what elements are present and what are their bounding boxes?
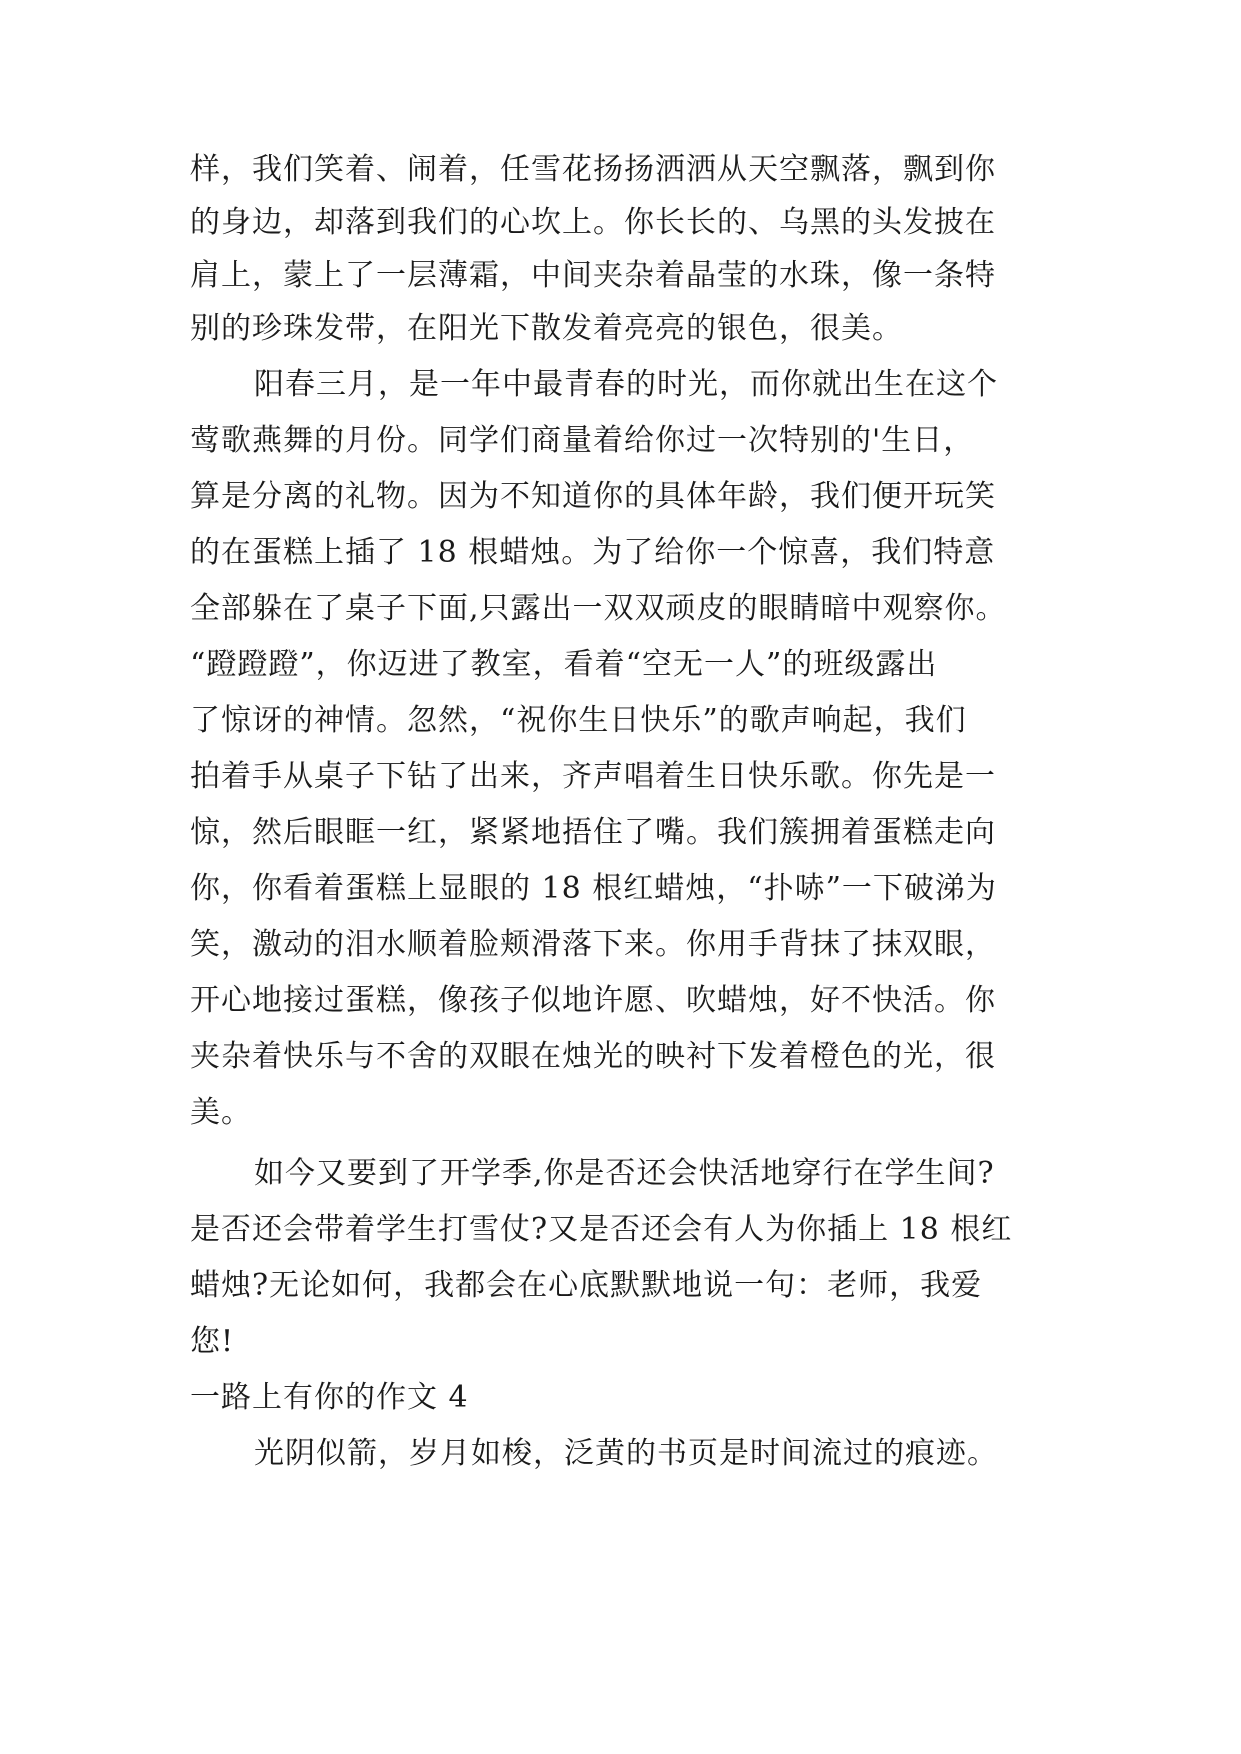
paragraph-line: “蹬蹬蹬”，你迈进了教室，看着“空无一人”的班级露出	[190, 647, 938, 682]
paragraph-line: 是否还会带着学生打雪仗?又是否还会有人为你插上 18 根红	[190, 1212, 1013, 1247]
paragraph-line: 惊，然后眼眶一红，紧紧地捂住了嘴。我们簇拥着蛋糕走向	[190, 815, 996, 850]
section-heading: 一路上有你的作文 4	[190, 1380, 469, 1415]
paragraph-line: 样，我们笑着、闹着，任雪花扬扬洒洒从天空飘落，飘到你	[190, 152, 996, 187]
paragraph-line: 的在蛋糕上插了 18 根蜡烛。为了给你一个惊喜，我们特意	[190, 535, 996, 570]
paragraph-line: 莺歌燕舞的月份。同学们商量着给你过一次特别的'生日，	[190, 423, 975, 458]
paragraph-line: 夹杂着快乐与不舍的双眼在烛光的映衬下发着橙色的光，很	[190, 1039, 996, 1074]
paragraph-line: 您!	[190, 1324, 235, 1359]
paragraph-line: 阳春三月，是一年中最青春的时光，而你就出生在这个	[254, 367, 998, 402]
paragraph-line: 开心地接过蛋糕，像孩子似地许愿、吹蜡烛，好不快活。你	[190, 983, 996, 1018]
paragraph-line: 的身边，却落到我们的心坎上。你长长的、乌黑的头发披在	[190, 205, 996, 240]
paragraph-line: 你，你看着蛋糕上显眼的 18 根红蜡烛，“扑哧”一下破涕为	[190, 871, 997, 906]
paragraph-line: 别的珍珠发带，在阳光下散发着亮亮的银色，很美。	[190, 311, 903, 346]
paragraph-line: 蜡烛?无论如何，我都会在心底默默地说一句：老师，我爱	[190, 1268, 983, 1303]
paragraph-line: 算是分离的礼物。因为不知道你的具体年龄，我们便开玩笑	[190, 479, 996, 514]
paragraph-line: 光阴似箭，岁月如梭，泛黄的书页是时间流过的痕迹。	[254, 1436, 998, 1471]
paragraph-line: 全部躲在了桌子下面,只露出一双双顽皮的眼睛暗中观察你。	[190, 591, 1007, 626]
paragraph-line: 拍着手从桌子下钻了出来，齐声唱着生日快乐歌。你先是一	[190, 759, 996, 794]
paragraph-line: 肩上，蒙上了一层薄霜，中间夹杂着晶莹的水珠，像一条特	[190, 258, 996, 293]
paragraph-line: 了惊讶的神情。忽然，“祝你生日快乐”的歌声响起，我们	[190, 703, 967, 738]
paragraph-line: 笑，激动的泪水顺着脸颊滑落下来。你用手背抹了抹双眼，	[190, 927, 996, 962]
paragraph-line: 如今又要到了开学季,你是否还会快活地穿行在学生间?	[254, 1156, 995, 1191]
paragraph-line: 美。	[190, 1095, 252, 1130]
